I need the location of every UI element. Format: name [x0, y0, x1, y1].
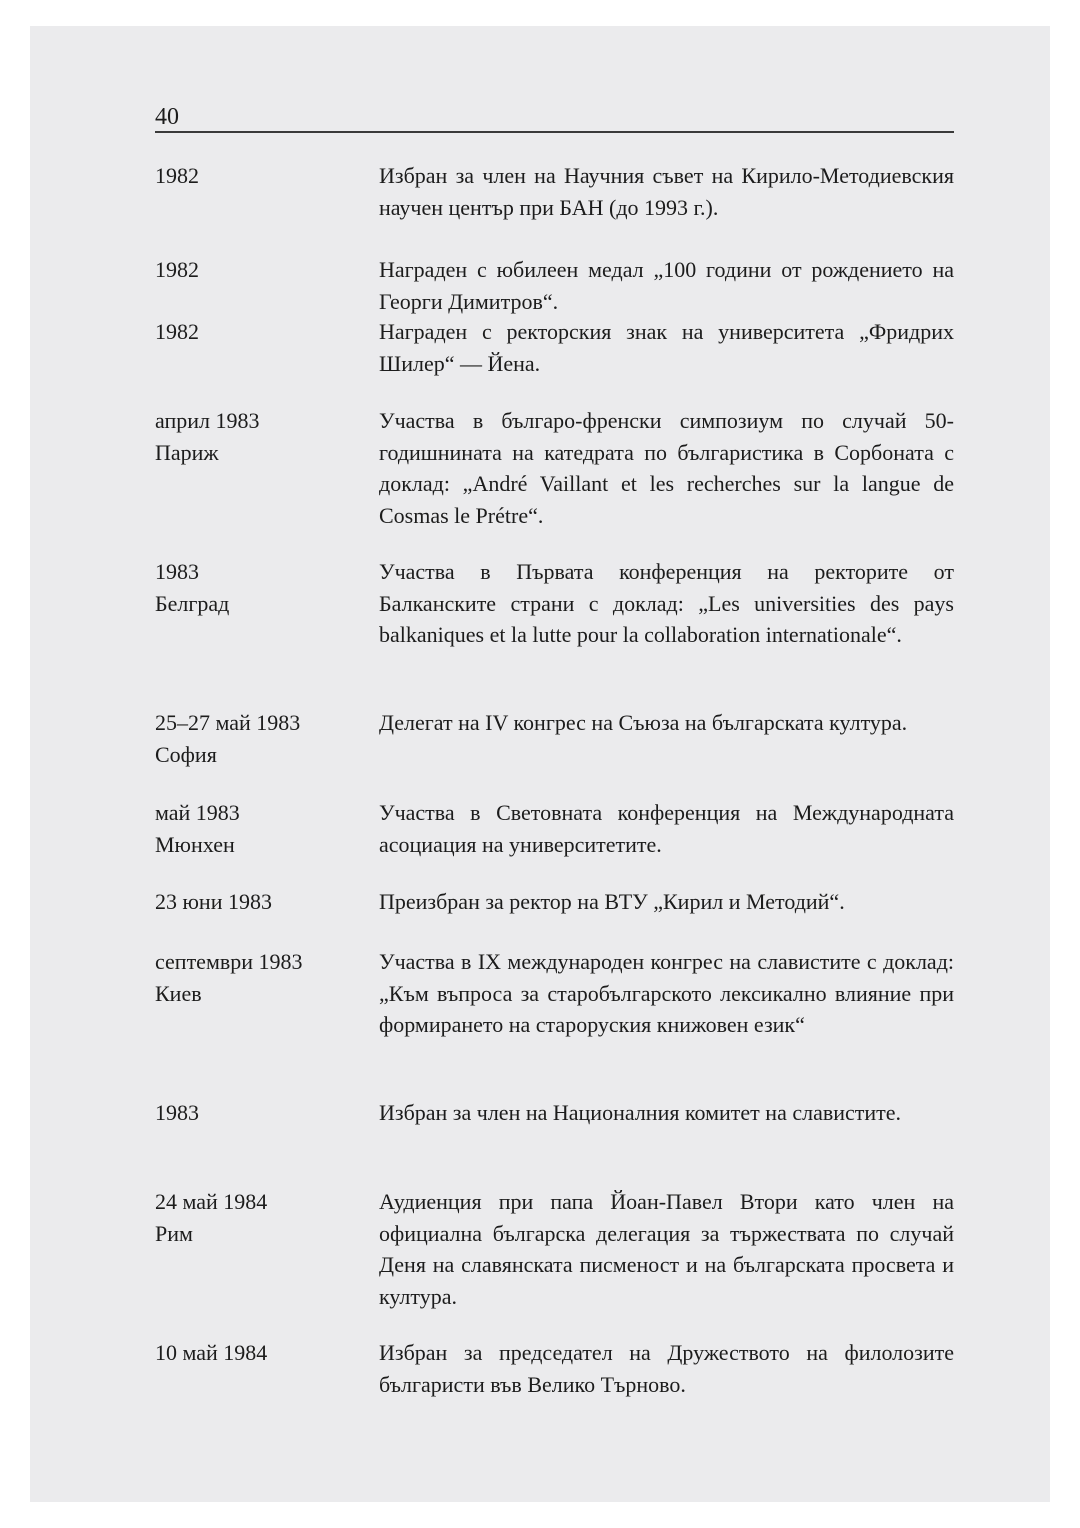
entry-description: Делегат на IV конгрес на Съюза на българската култура.	[379, 710, 908, 735]
header-rule	[155, 131, 954, 133]
entry-date-column	[155, 1337, 370, 1369]
entry-date: 23 юни 1983	[155, 889, 272, 914]
entry-date: 24 май 1984	[155, 1189, 268, 1214]
entry-date-column	[155, 405, 370, 468]
entry-date-column	[155, 316, 370, 348]
entry-date-column	[155, 160, 370, 192]
entry-description: Участва в българо-френски симпозиум по случай 50-годишнината на катедрата по българистика в Сорбоната с доклад: „André Vaillant et les recherches sur la langue de Cosmas le Prétre“.	[379, 408, 954, 529]
entry-date: 1982	[155, 257, 199, 282]
entry-place: Мюнхен	[155, 831, 235, 857]
entry-date: 1983	[155, 1100, 199, 1125]
entry-description: Награден с юбилеен медал „100 години от рождението на Георги Димитров“.	[379, 257, 954, 314]
entry-description: Преизбран за ректор на ВТУ „Кирил и Методий“.	[379, 889, 845, 914]
entry-description: Избран за член на Научния съвет на Кирило-Методиевския научен център при БАН (до 1993 г.).	[379, 163, 954, 220]
entry-date: 1983	[155, 559, 199, 584]
entry-description: Участва в IX международен конгрес на славистите с доклад: „Към въпроса за старобългарското лексикално влияние при формирането на староруския книжовен език“	[379, 949, 954, 1038]
entry-date-column	[155, 886, 370, 918]
entry-date: 25–27 май 1983	[155, 710, 301, 735]
entry-date-column	[155, 946, 370, 1009]
entry-place: Белград	[155, 590, 230, 616]
entry-description: Участва в Световната конференция на Международната асоциация на университетите.	[379, 800, 954, 857]
entry-date: 1982	[155, 163, 199, 188]
entry-date: май 1983	[155, 800, 240, 825]
entry-description: Аудиенция при папа Йоан-Павел Втори като член на официална българска делегация за тържествата по случай Деня на славянската писменост и на българската просвета и култура.	[379, 1189, 954, 1310]
entry-date: 10 май 1984	[155, 1340, 268, 1365]
entry-place: Париж	[155, 439, 219, 465]
entry-description: Награден с ректорския знак на университета „Фридрих Шилер“ — Йена.	[379, 319, 954, 376]
entry-date-column	[155, 254, 370, 286]
entry-description: Избран за член на Националния комитет на славистите.	[379, 1100, 902, 1125]
entry-date: април 1983	[155, 408, 260, 433]
entry-place: София	[155, 741, 217, 767]
entry-date: септември 1983	[155, 949, 303, 974]
entry-description: Участва в Първата конференция на ректорите от Балканските страни с доклад: „Les universities des pays balkaniques et la lutte pour la collaboration internationale“.	[379, 559, 954, 648]
page-number: 40	[155, 104, 179, 130]
entry-date-column	[155, 556, 370, 619]
entry-description: Избран за председател на Дружеството на филолозите българисти във Велико Търново.	[379, 1340, 954, 1397]
entry-date-column	[155, 707, 370, 770]
entry-date-column	[155, 797, 370, 860]
entry-place: Рим	[155, 1220, 193, 1246]
entry-date-column	[155, 1097, 370, 1129]
entry-date-column	[155, 1186, 370, 1249]
entry-place: Киев	[155, 980, 202, 1006]
entry-date: 1982	[155, 319, 199, 344]
